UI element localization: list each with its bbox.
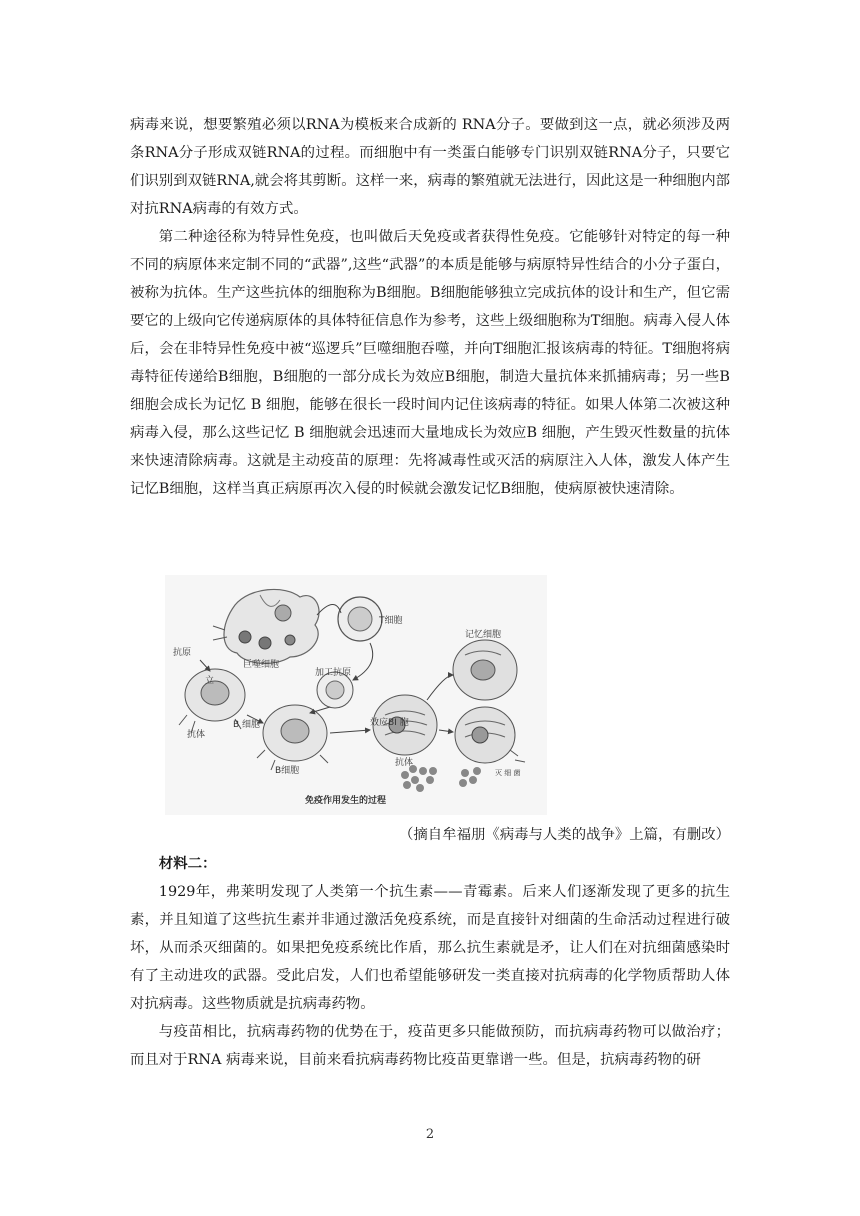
immune-process-figure (165, 575, 547, 815)
section-heading: 材料二： (158, 855, 217, 872)
label-effector-b: 效应BI 胞 (370, 718, 409, 728)
label-antibody-2: 抗体 (395, 758, 414, 768)
label-antigen: 抗原 (173, 648, 192, 658)
figure-caption: （摘自牟福朋《病毒与人类的战争》上篇，有删改） (399, 827, 730, 843)
body-text-bottom (130, 850, 730, 1074)
paragraph-1: 病毒来说，想要繁殖必须以RNA为模板来合成新的 RNA分子。要做到这一点，就必须涉及两条RNA分子形成双链RNA的过程。而细胞中有一类蛋白能够专门识别双链RNA分子，只要它们识别到双链RNA,就会将其剪断。这样一来，病毒的繁殖就无法进行，因此这是一种细胞内部对抗RNA病毒的有效方式。 (130, 117, 730, 217)
figure-illustration (165, 575, 547, 815)
label-b-cell-2: B细胞 (275, 766, 300, 776)
label-antibody-1: 抗体 (187, 730, 206, 740)
paragraph-4: 与疫苗相比，抗病毒药物的优势在于，疫苗更多只能做预防，而抗病毒药物可以做治疗；而且对于RNA 病毒来说，目前来看抗病毒药物比疫苗更靠谱一些。但是，抗病毒药物的研 (130, 1024, 730, 1068)
figure-title: 免疫作用发生的过程 (305, 796, 387, 806)
label-b-cell-1: B 细胞 (233, 720, 261, 730)
label-destroy: 灭 细 菌 (495, 769, 521, 777)
label-li: 立 (205, 676, 215, 686)
memory-cell (453, 640, 517, 700)
label-macrophage: 巨噬细胞 (243, 660, 280, 670)
t-cell (338, 597, 382, 641)
paragraph-3: 1929年，弗莱明发现了人类第一个抗生素——青霉素。后来人们逐渐发现了更多的抗生素，并且知道了这些抗生素并非通过激活免疫系统，而是直接针对细菌的生命活动过程进行破坏，从而杀灭细菌的。如果把免疫系统比作盾，那么抗生素就是矛，让人们在对抗细菌感染时有了主动进攻的武器。受此启发，人们也希望能够研发一类直接对抗病毒的化学物质帮助人体对抗病毒。这些物质就是抗病毒药物。 (130, 884, 730, 1012)
label-memory-cell: 记忆细胞 (465, 630, 502, 640)
label-t-cell: T细胞 (379, 616, 403, 626)
page-number: 2 (425, 1127, 435, 1142)
paragraph-2: 第二种途径称为特异性免疫，也叫做后天免疫或者获得性免疫。它能够针对特定的每一种不同的病原体来定制不同的“武器”,这些“武器”的本质是能够与病原特异性结合的小分子蛋白，被称为抗体。生产这些抗体的细胞称为B细胞。B细胞能够独立完成抗体的设计和生产，但它需要它的上级向它传递病原体的具体特征信息作为参考，这些上级细胞称为T细胞。病毒入侵人体后，会在非特异性免疫中被“巡逻兵”巨噬细胞吞噬，并向T细胞汇报该病毒的特征。T细胞将病毒特征传递给B细胞，B细胞的一部分成长为效应B细胞，制造大量抗体来抓捕病毒；另一些B细胞会成长为记忆 B 细胞，能够在很长一段时间内记住该病毒的特征。如果人体第二次被这种病毒入侵，那么这些记忆 B 细胞就会迅速而大量地成长为效应B 细胞，产生毁灭性数量的抗体来快速清除病毒。这就是主动疫苗的原理：先将减毒性或灭活的病原注入人体，激发人体产生记忆B细胞，这样当真正病原再次入侵的时候就会激发记忆B细胞，使病原被快速清除。 (130, 229, 730, 497)
label-processing: 加工抗原 (315, 668, 352, 678)
body-text-top (130, 111, 730, 503)
